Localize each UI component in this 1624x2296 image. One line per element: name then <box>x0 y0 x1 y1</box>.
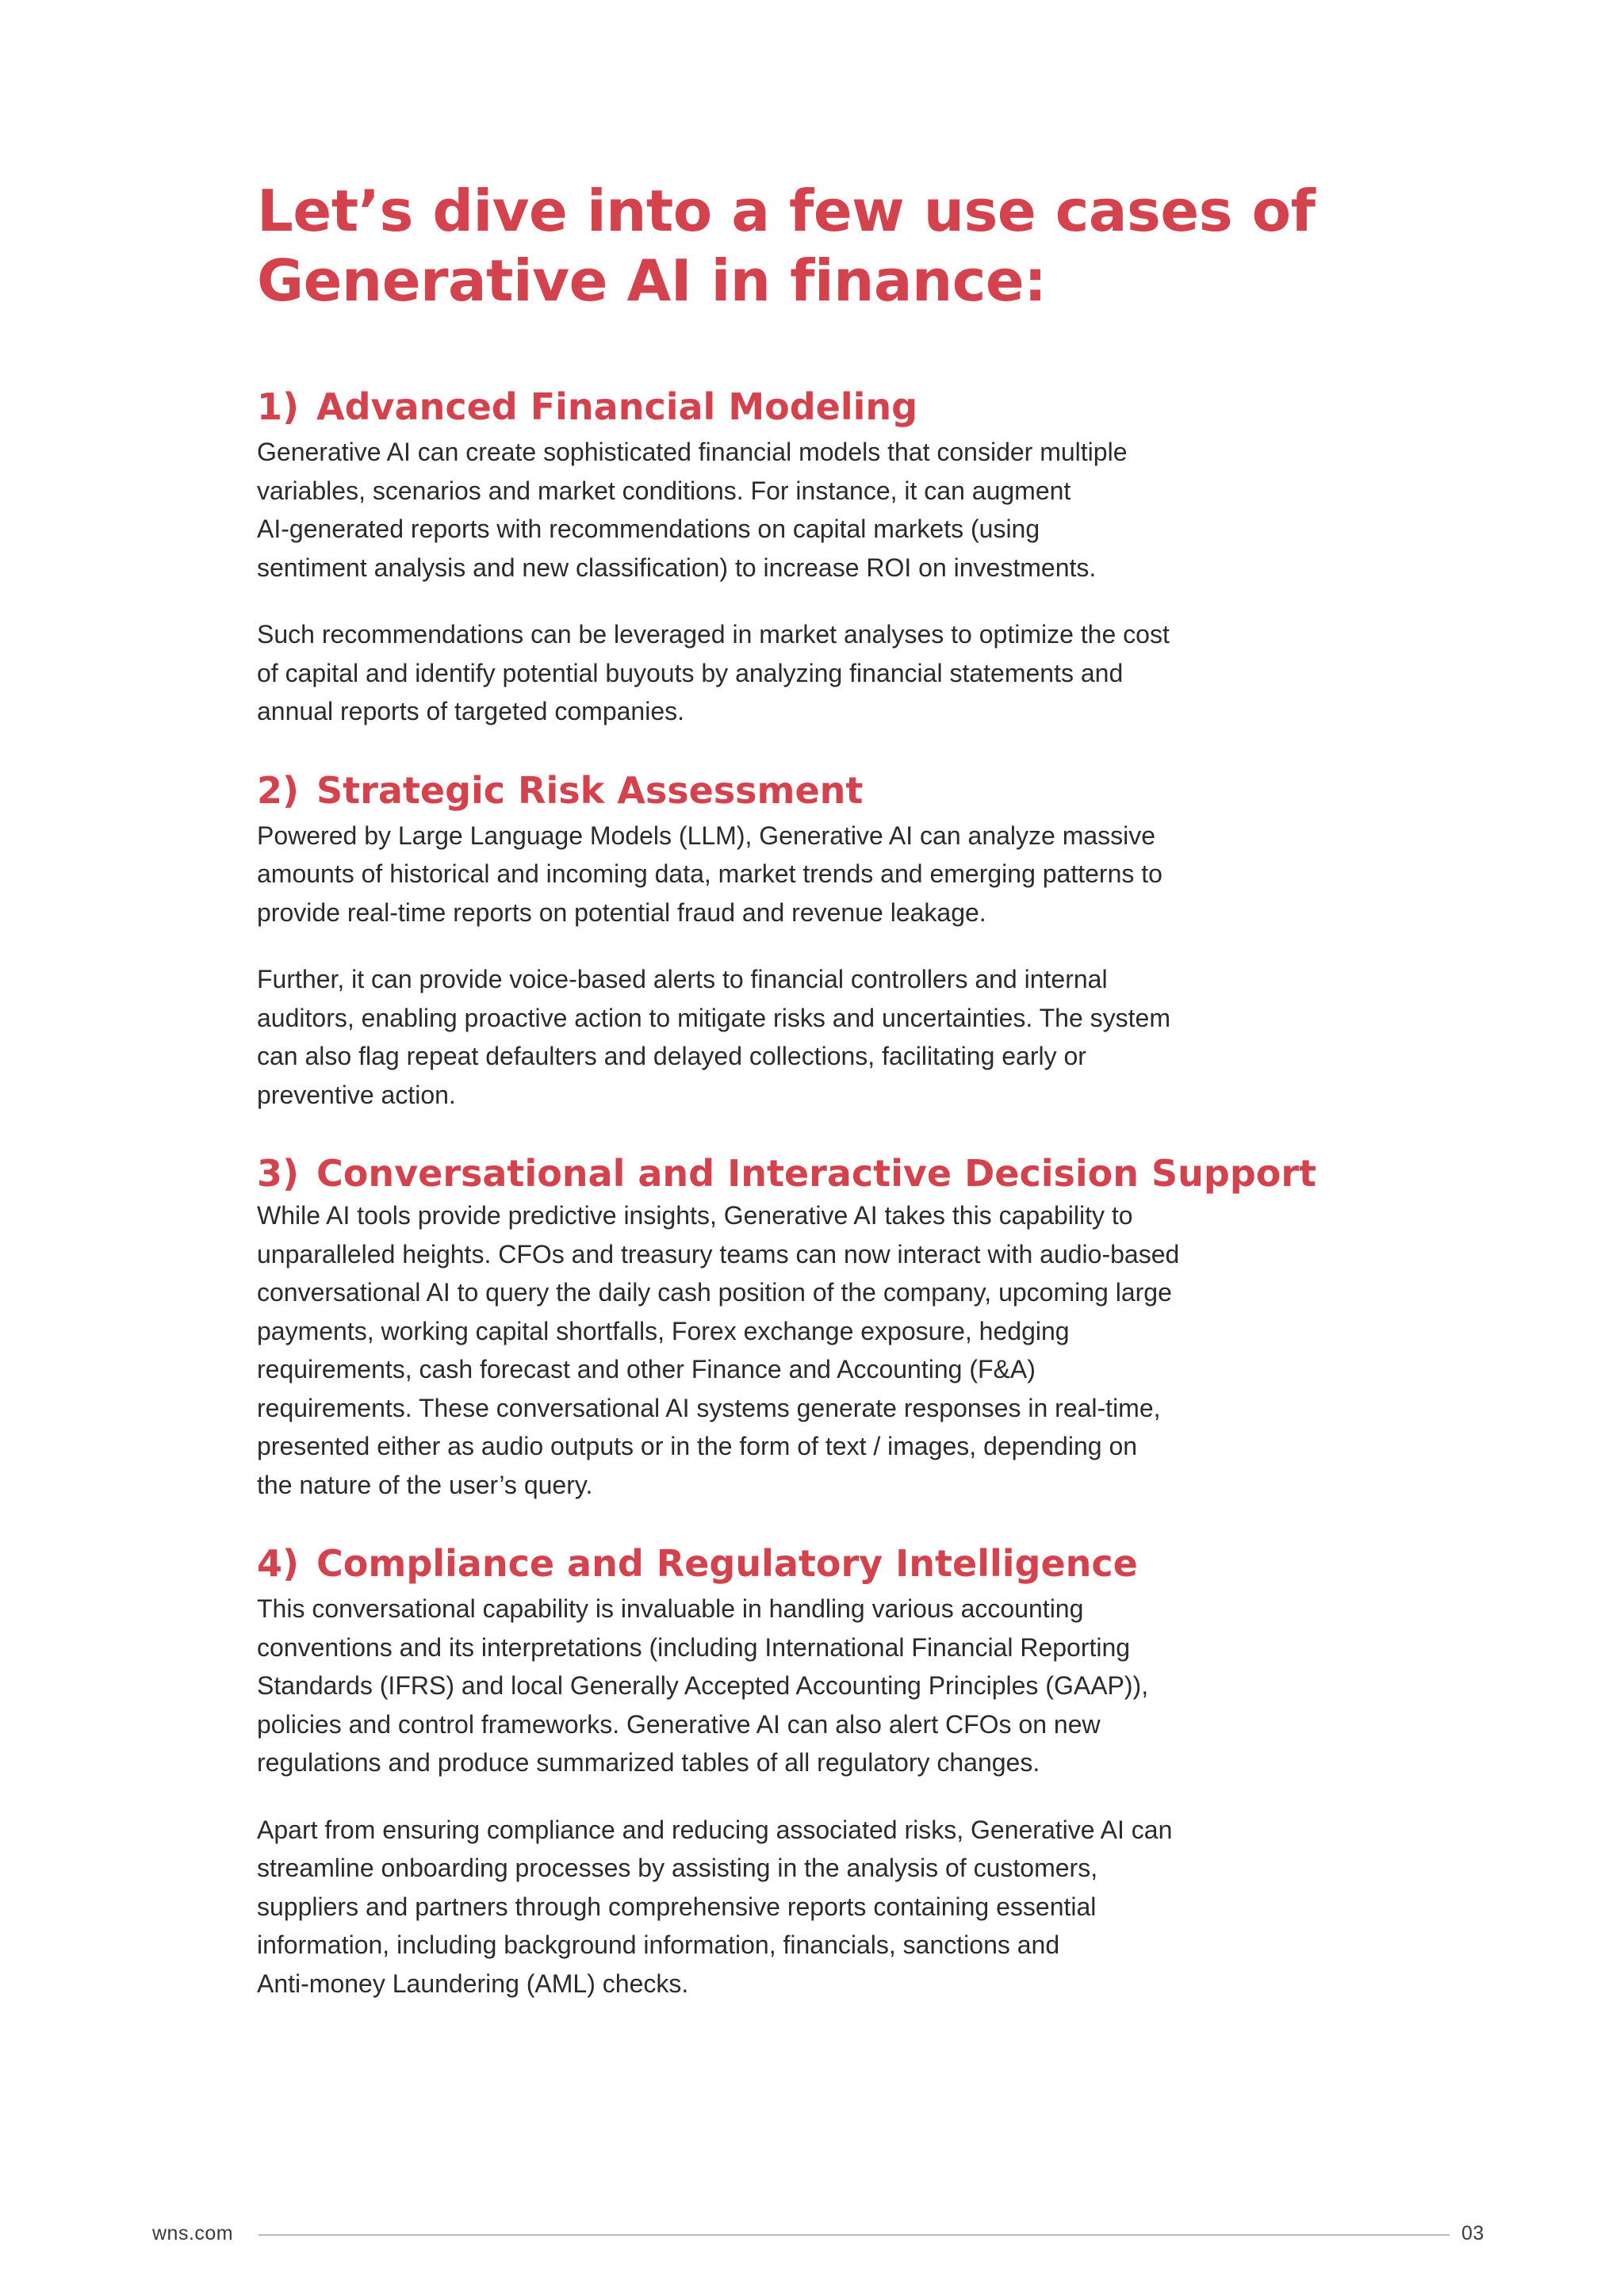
footer-url[interactable]: wns.com <box>152 2222 234 2244</box>
text-line: provide real-time reports on potential fraud and revenue leakage. <box>257 897 986 927</box>
text-line: conversational AI to query the daily cash position of the company, upcoming large <box>257 1278 1172 1307</box>
text-line: the nature of the user’s query. <box>257 1470 593 1499</box>
paragraph <box>257 1811 1304 2003</box>
text-line: requirements. These conversational AI systems generate responses in real-time, <box>257 1393 1161 1422</box>
text-line: suppliers and partners through comprehensive reports containing essential <box>257 1892 1097 1921</box>
page-title-line: Let’s dive into a few use cases of <box>257 178 1316 244</box>
text-line: streamline onboarding processes by assisting in the analysis of customers, <box>257 1854 1098 1882</box>
text-line: Apart from ensuring compliance and reducing associated risks, Generative AI can <box>257 1815 1173 1844</box>
text-line: preventive action. <box>257 1080 456 1109</box>
text-line: Further, it can provide voice-based alerts to financial controllers and internal <box>257 965 1108 993</box>
text-line: auditors, enabling proactive action to mitigate risks and uncertainties. The system <box>257 1003 1170 1032</box>
section-number: 3) <box>257 1152 300 1195</box>
footer-divider <box>259 2234 1450 2236</box>
page-title-line: Generative AI in finance: <box>257 247 1047 314</box>
section-heading <box>257 1540 1304 1586</box>
text-line: policies and control frameworks. Generative AI can also alert CFOs on new <box>257 1709 1101 1739</box>
text-line: conventions and its interpretations (including International Financial Reporting <box>257 1632 1131 1662</box>
text-line: payments, working capital shortfalls, Forex exchange exposure, hedging <box>257 1316 1070 1345</box>
text-line: variables, scenarios and market conditions. For instance, it can augment <box>257 476 1071 505</box>
text-line: annual reports of targeted companies. <box>257 697 684 725</box>
paragraph <box>257 960 1304 1114</box>
text-line: Generative AI can create sophisticated financial models that consider multiple <box>257 438 1128 466</box>
text-line: Standards (IFRS) and local Generally Accepted Accounting Principles (GAAP)), <box>257 1671 1149 1700</box>
text-line: of capital and identify potential buyouts by analyzing financial statements and <box>257 658 1124 687</box>
text-line: Such recommendations can be leveraged in market analyses to optimize the cost <box>257 620 1170 649</box>
section-compliance-regulatory-intelligence <box>257 1540 1304 2003</box>
page-title <box>257 176 1316 316</box>
section-number: 4) <box>257 1542 300 1585</box>
text-line: amounts of historical and incoming data, market trends and emerging patterns to <box>257 859 1162 888</box>
section-advanced-financial-modeling <box>257 384 1304 731</box>
text-line: requirements, cash forecast and other Finance and Accounting (F&A) <box>257 1355 1036 1383</box>
paragraph <box>257 433 1304 587</box>
paragraph <box>257 1590 1304 1782</box>
text-line: AI-generated reports with recommendations on capital markets (using <box>257 515 1040 543</box>
section-title: Strategic Risk Assessment <box>316 768 864 812</box>
text-line: can also flag repeat defaulters and delayed collections, facilitating early or <box>257 1042 1086 1070</box>
paragraph <box>257 1196 1304 1504</box>
page-content <box>257 176 1317 2003</box>
paragraph <box>257 817 1304 932</box>
section-conversational-decision-support <box>257 1150 1317 1504</box>
section-number: 1) <box>257 385 300 428</box>
text-line: information, including background information, financials, sanctions and <box>257 1931 1060 1959</box>
paragraph <box>257 615 1304 731</box>
text-line: regulations and produce summarized tables of all regulatory changes. <box>257 1748 1040 1777</box>
section-heading <box>257 767 1304 813</box>
section-strategic-risk-assessment <box>257 767 1304 1115</box>
text-line: sentiment analysis and new classification) to increase ROI on investments. <box>257 553 1097 582</box>
section-title: Advanced Financial Modeling <box>316 385 918 428</box>
text-line: Anti-money Laundering (AML) checks. <box>257 1969 689 1998</box>
section-heading <box>257 384 1304 430</box>
section-title: Conversational and Interactive Decision Support <box>316 1152 1317 1195</box>
text-line: presented either as audio outputs or in the form of text / images, depending on <box>257 1432 1138 1460</box>
page-number: 03 <box>1461 2222 1484 2244</box>
text-line: This conversational capability is invaluable in handling various accounting <box>257 1594 1084 1623</box>
text-line: While AI tools provide predictive insights, Generative AI takes this capability to <box>257 1201 1133 1230</box>
text-line: unparalleled heights. CFOs and treasury teams can now interact with audio-based <box>257 1239 1180 1269</box>
section-title: Compliance and Regulatory Intelligence <box>316 1542 1138 1585</box>
section-number: 2) <box>257 768 300 812</box>
section-heading <box>257 1150 1317 1196</box>
text-line: Powered by Large Language Models (LLM), Generative AI can analyze massive <box>257 821 1156 850</box>
